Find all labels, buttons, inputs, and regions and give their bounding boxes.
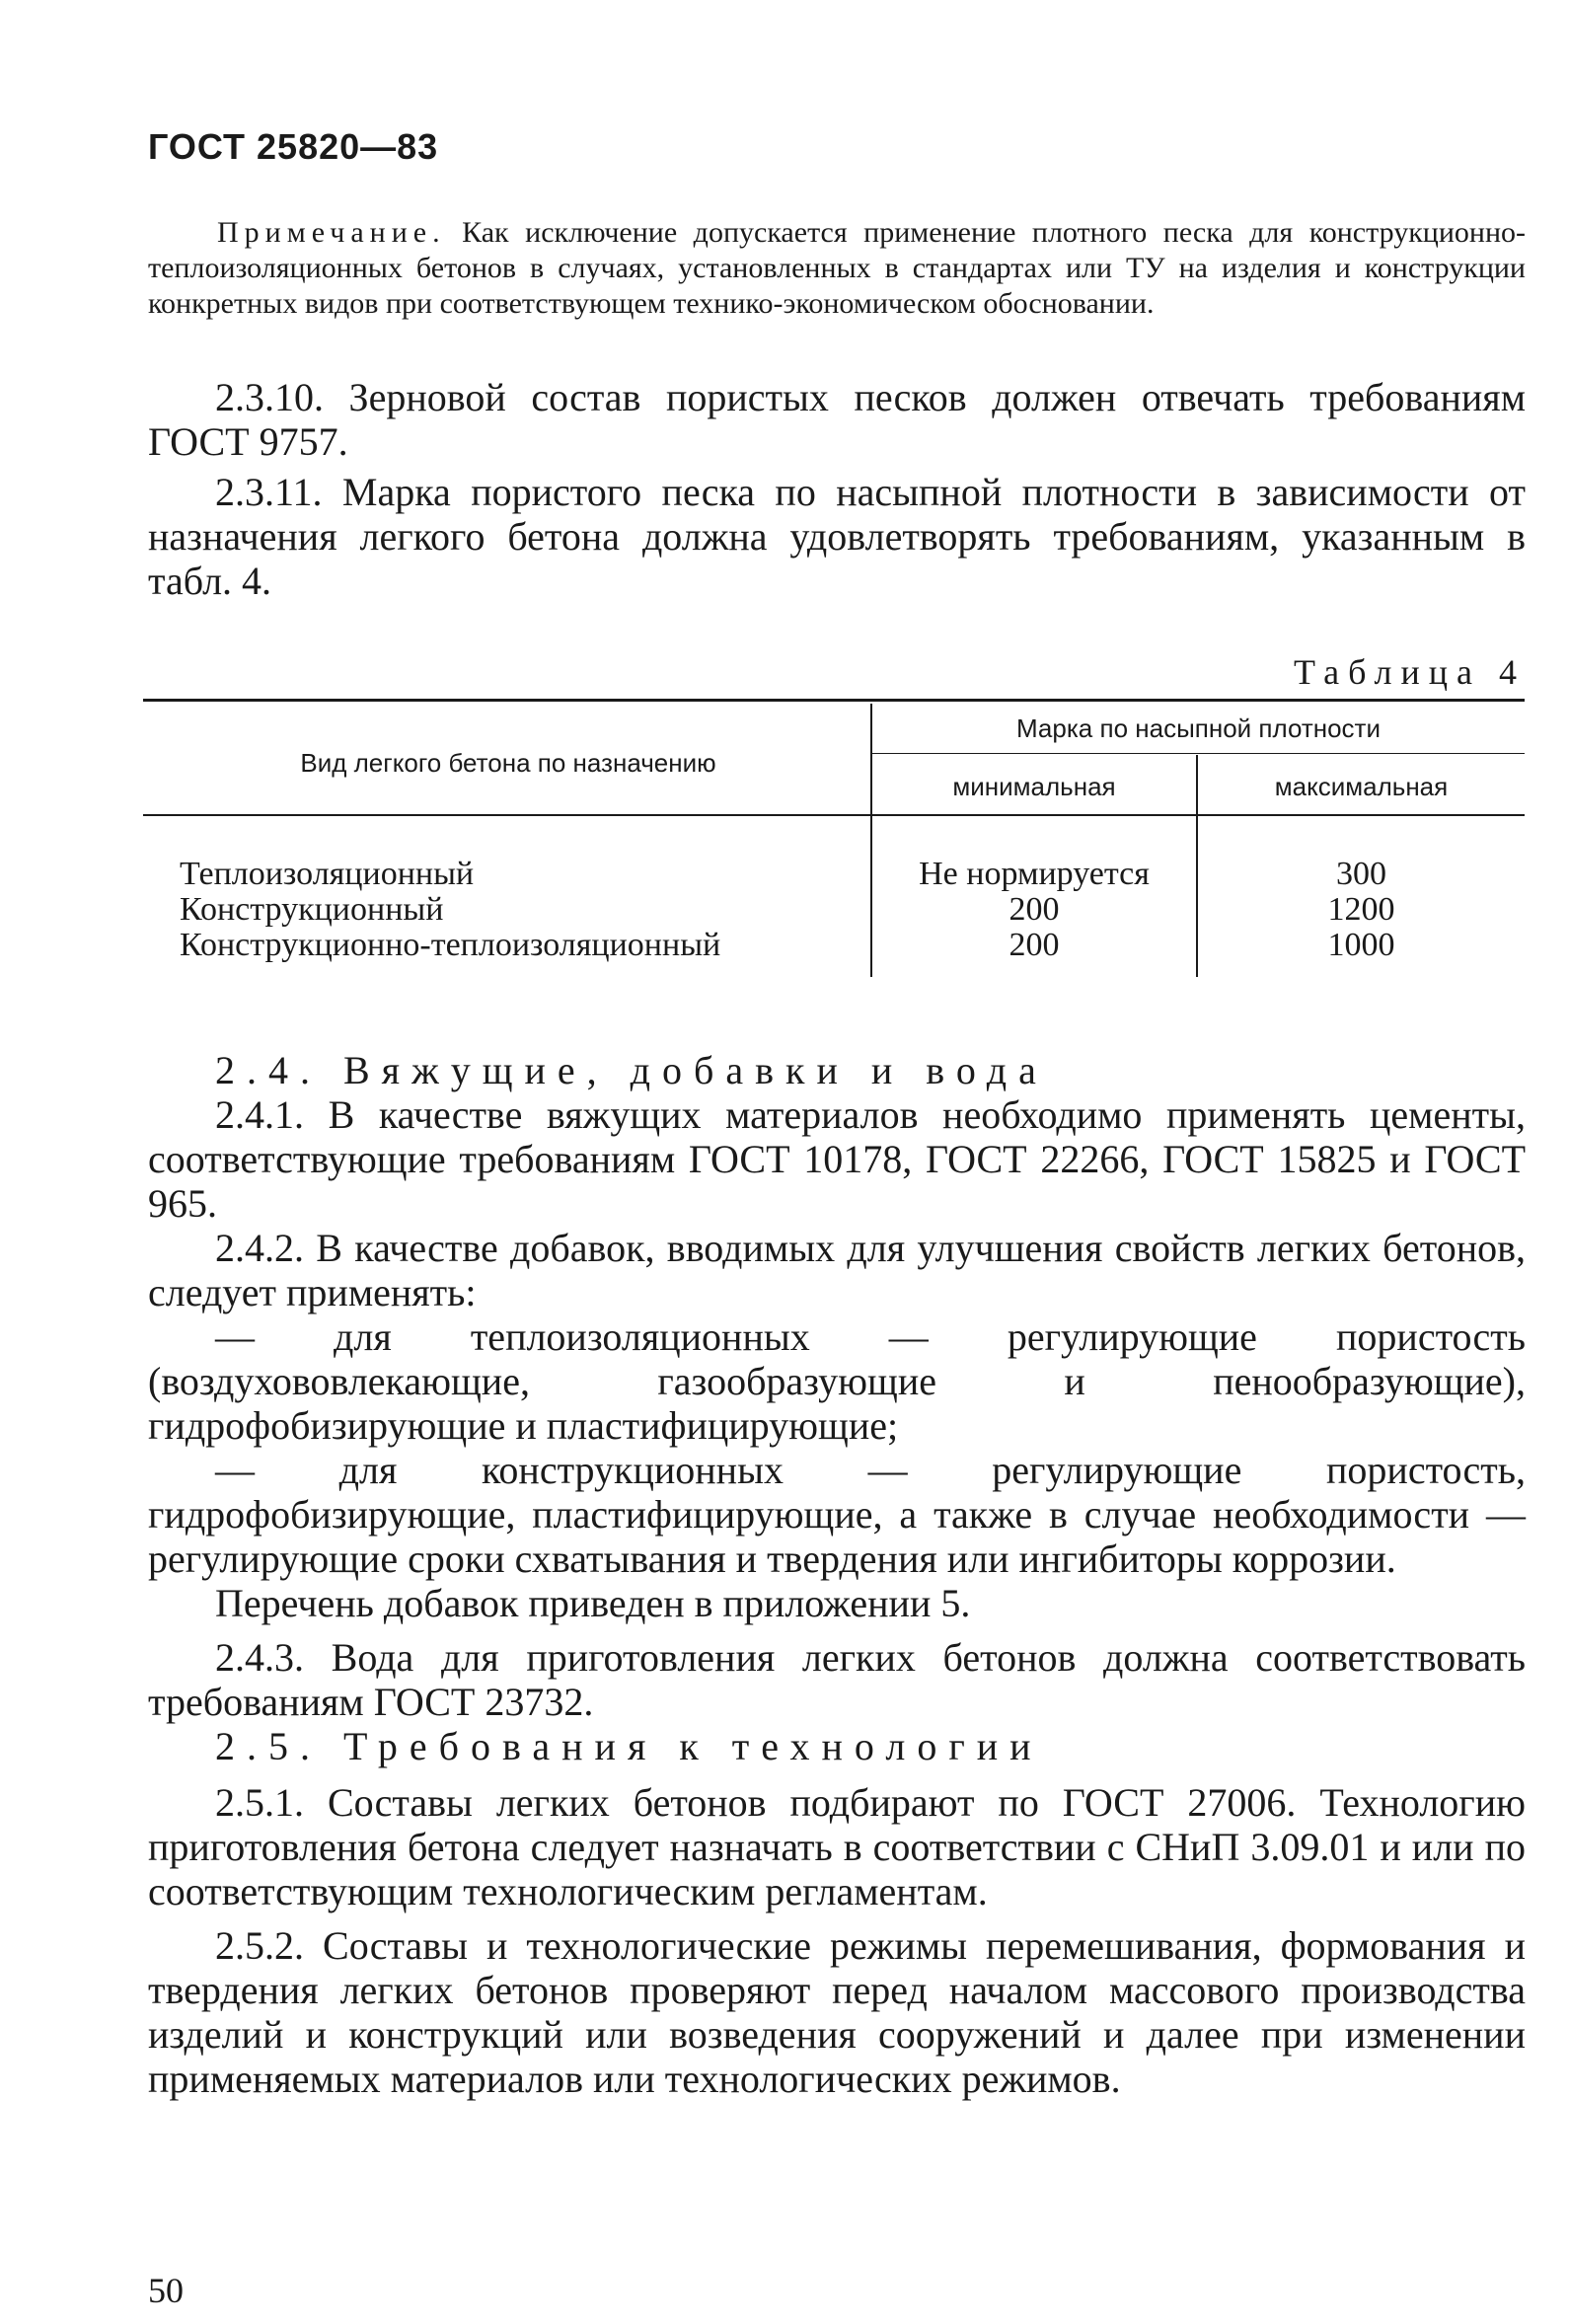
table-header-max: максимальная bbox=[1274, 772, 1449, 801]
document-header: ГОСТ 25820—83 bbox=[148, 126, 439, 167]
section-2-4 bbox=[148, 1048, 1526, 2101]
table-cell-min: 200 bbox=[1009, 927, 1060, 963]
table-cell-max: 300 bbox=[1336, 856, 1386, 892]
paragraph-block-2-3 bbox=[148, 375, 1526, 603]
paragraph-2-5-2: 2.5.2. Составы и технологические режимы перемешивания, формования и твердения легких бетонов проверяют перед началом массового производства изделий и конструкций или возведения сооружений и далее при изменении применяемых материалов или технологических режимов. bbox=[148, 1923, 1526, 2101]
table-cell-type: Конструкционный bbox=[180, 891, 444, 928]
table-caption: Таблица 4 bbox=[1294, 652, 1526, 692]
paragraph-2-3-11: 2.3.11. Марка пористого песка по насыпной плотности в зависимости от назначения легкого бетона должна удовлетворять требованиям, указанным в табл. 4. bbox=[148, 470, 1526, 603]
note-paragraph bbox=[148, 215, 1526, 322]
table-cell-max: 1200 bbox=[1327, 891, 1395, 928]
paragraph-additives: Перечень добавок приведен в приложении 5. bbox=[215, 1581, 971, 1625]
table-cell-type: Теплоизоляционный bbox=[180, 856, 475, 892]
paragraph-2-4-1: 2.4.1. В качестве вяжущих материалов необходимо применять цементы, соответствующие требованиям ГОСТ 10178, ГОСТ 22266, ГОСТ 15825 и ГОСТ 965. bbox=[148, 1092, 1526, 1226]
note-lead: Примечание. bbox=[217, 216, 446, 249]
section-2-5-heading: 2.5. Требования к технологии bbox=[215, 1724, 1043, 1768]
table-header-min: минимальная bbox=[952, 772, 1116, 801]
table-cell-type: Конструкционно-теплоизоляционный bbox=[180, 927, 721, 963]
paragraph-2-4-2: 2.4.2. В качестве добавок, вводимых для улучшения свойств легких бетонов, следует применять: bbox=[148, 1226, 1526, 1314]
table-header-rule bbox=[143, 814, 1525, 816]
paragraph-2-5-1: 2.5.1. Составы легких бетонов подбирают по ГОСТ 27006. Технологию приготовления бетона следует назначать в соответствии с СНиП 3.09.01 и или по соответствующим технологическим регламентам. bbox=[148, 1780, 1526, 1913]
page-number: 50 bbox=[148, 2271, 184, 2310]
table-cell-min: 200 bbox=[1009, 891, 1060, 928]
table-header-type: Вид легкого бетона по назначению bbox=[300, 748, 716, 778]
paragraph-dash-2: — для конструкционных — регулирующие пористость, гидрофобизирующие, пластифицирующие, а также в случае необходимости — регулирующие сроки схватывания и твердения или ингибиторы коррозии. bbox=[148, 1448, 1526, 1581]
paragraph-dash-1: — для теплоизоляционных — регулирующие пористость (воздухововлекающие, газообразующие и пенообразующие), гидрофобизирующие и пластифицирующие; bbox=[148, 1314, 1526, 1448]
table-group-rule bbox=[872, 753, 1525, 754]
paragraph-2-4-3: 2.4.3. Вода для приготовления легких бетонов должна соответствовать требованиям ГОСТ 23732. bbox=[148, 1635, 1526, 1724]
paragraph-2-3-10: 2.3.10. Зерновой состав пористых песков должен отвечать требованиям ГОСТ 9757. bbox=[148, 375, 1526, 464]
table-cell-max: 1000 bbox=[1327, 927, 1395, 963]
note-text: Как исключение допускается применение плотного песка для конструкционно-теплоизоляционных бетонов в случаях, установленных в стандартах или ТУ на изделия и конструкции конкретных видов при соответствующем технико-экономическом обосновании. bbox=[148, 216, 1526, 320]
section-2-4-heading: 2.4. Вяжущие, добавки и вода bbox=[215, 1048, 1048, 1092]
table-top-rule bbox=[143, 699, 1525, 702]
table-header-group: Марка по насыпной плотности bbox=[1015, 713, 1381, 743]
table-cell-min: Не нормируется bbox=[919, 856, 1150, 892]
